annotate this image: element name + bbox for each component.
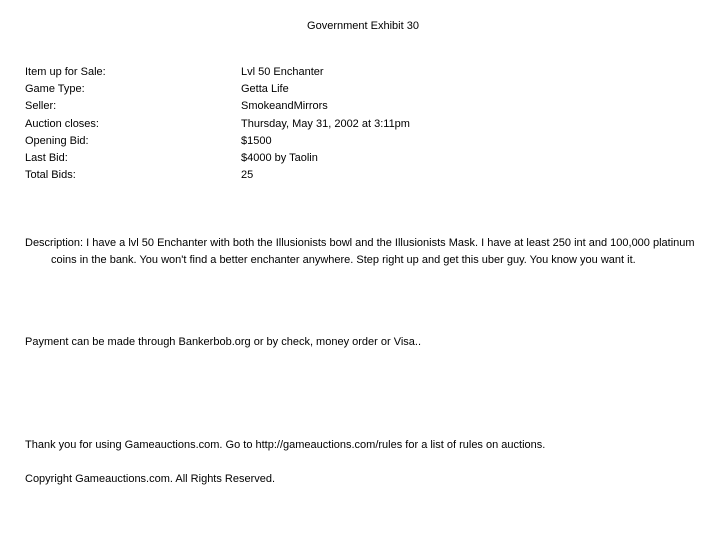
item-description: Description: I have a lvl 50 Enchanter with both the Illusionists bowl and the Illusionists Mask. I have at least 250 int and 100,000 platinum coins in the bank. You won't find a better enchanter anywhere. Step right up and get this uber guy. You know you want it. <box>25 237 695 267</box>
detail-row-seller <box>25 98 705 115</box>
payment-info: Payment can be made through Bankerbob.org or by check, money order or Visa.. <box>25 336 422 348</box>
detail-label: Last Bid: <box>25 151 68 164</box>
detail-value: SmokeandMirrors <box>241 100 328 113</box>
detail-value: Lvl 50 Enchanter <box>241 66 324 78</box>
detail-label: Auction closes: <box>25 117 99 130</box>
detail-label: Item up for Sale: <box>25 66 106 78</box>
detail-row-last-bid <box>25 150 705 167</box>
detail-value: Getta Life <box>241 83 289 96</box>
detail-label: Game Type: <box>25 83 85 96</box>
detail-value: $4000 by Taolin <box>241 151 318 164</box>
detail-row-total-bids <box>25 167 705 184</box>
detail-row-opening-bid <box>25 133 705 150</box>
auction-details-table <box>25 64 705 184</box>
exhibit-title: Government Exhibit 30 <box>307 20 419 32</box>
footer-copyright: Copyright Gameauctions.com. All Rights Reserved. <box>25 473 276 485</box>
detail-value: Thursday, May 31, 2002 at 3:11pm <box>241 117 410 130</box>
detail-label: Opening Bid: <box>25 134 89 147</box>
detail-label: Total Bids: <box>25 169 76 182</box>
detail-label: Seller: <box>25 100 57 113</box>
detail-row-game-type <box>25 81 705 98</box>
detail-value: 25 <box>241 169 254 182</box>
detail-value: $1500 <box>241 134 272 147</box>
detail-row-auction-closes <box>25 116 705 133</box>
footer-thanks: Thank you for using Gameauctions.com. Go to http://gameauctions.com/rules for a list of rules on auctions. <box>25 439 546 451</box>
detail-row-item <box>25 64 705 81</box>
